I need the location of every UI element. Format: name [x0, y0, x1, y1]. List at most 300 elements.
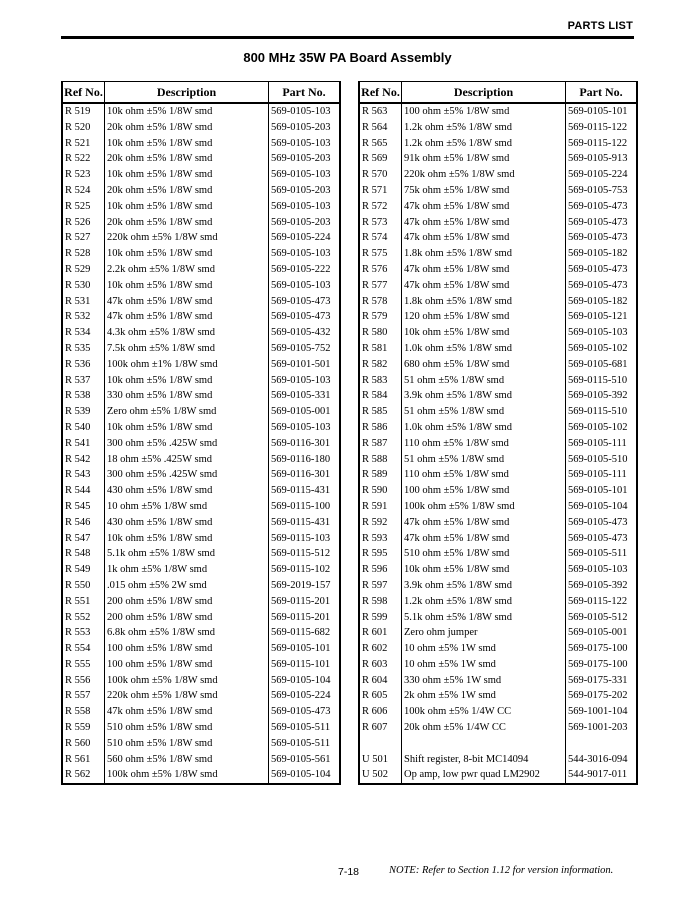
part-no-cell: 569-0105-104: [566, 499, 638, 515]
table-row: [359, 167, 637, 183]
description-cell: 100k ohm ±5% 1/8W smd: [105, 767, 269, 784]
header-rule: [61, 36, 634, 39]
description-cell: 6.8k ohm ±5% 1/8W smd: [105, 625, 269, 641]
part-no-cell: 569-0115-100: [269, 499, 341, 515]
description-cell: 1k ohm ±5% 1/8W smd: [105, 562, 269, 578]
part-no-cell: 569-0105-102: [566, 420, 638, 436]
description-cell: 20k ohm ±5% 1/4W CC: [402, 720, 566, 736]
table-row: [359, 594, 637, 610]
table-row: [359, 294, 637, 310]
description-cell: 47k ohm ±5% 1/8W smd: [402, 531, 566, 547]
description-cell: Zero ohm jumper: [402, 625, 566, 641]
ref-no-cell: R 597: [359, 578, 402, 594]
table-row: [359, 704, 637, 720]
ref-no-cell: R 573: [359, 215, 402, 231]
ref-no-cell: R 587: [359, 436, 402, 452]
table-row: [62, 262, 340, 278]
table-header-row: [359, 82, 637, 104]
description-cell: 100k ohm ±1% 1/8W smd: [105, 357, 269, 373]
ref-no-cell: R 555: [62, 657, 105, 673]
description-cell: 100 ohm ±5% 1/8W smd: [105, 657, 269, 673]
part-no-cell: 569-0115-510: [566, 404, 638, 420]
description-cell: 51 ohm ±5% 1/8W smd: [402, 373, 566, 389]
part-no-cell: 569-0105-913: [566, 151, 638, 167]
ref-no-cell: R 528: [62, 246, 105, 262]
part-no-cell: 569-0105-473: [566, 230, 638, 246]
description-cell: 10k ohm ±5% 1/8W smd: [402, 562, 566, 578]
table-row: [359, 720, 637, 736]
ref-no-cell: R 531: [62, 294, 105, 310]
description-cell: 10k ohm ±5% 1/8W smd: [105, 278, 269, 294]
part-no-cell: 569-0105-121: [566, 309, 638, 325]
part-no-cell: 569-0105-511: [566, 546, 638, 562]
description-cell: 4.3k ohm ±5% 1/8W smd: [105, 325, 269, 341]
table-row: [62, 610, 340, 626]
part-no-cell: 569-0105-182: [566, 246, 638, 262]
table-row: [62, 673, 340, 689]
part-no-cell: 569-0105-203: [269, 120, 341, 136]
description-cell: 3.9k ohm ±5% 1/8W smd: [402, 388, 566, 404]
ref-no-cell: R 537: [62, 373, 105, 389]
description-header: Description: [105, 82, 269, 104]
part-no-cell: 569-0105-561: [269, 752, 341, 768]
description-cell: 680 ohm ±5% 1/8W smd: [402, 357, 566, 373]
table-row: [62, 183, 340, 199]
part-no-cell: 569-0115-510: [566, 373, 638, 389]
part-no-cell: 569-0105-473: [566, 262, 638, 278]
table-row: [359, 309, 637, 325]
ref-no-cell: R 532: [62, 309, 105, 325]
ref-no-cell: R 558: [62, 704, 105, 720]
part-no-cell: 569-0115-201: [269, 594, 341, 610]
part-no-cell: 569-0105-103: [269, 136, 341, 152]
description-cell: 5.1k ohm ±5% 1/8W smd: [105, 546, 269, 562]
description-cell: 20k ohm ±5% 1/8W smd: [105, 151, 269, 167]
ref-no-cell: R 601: [359, 625, 402, 641]
table-row: [62, 531, 340, 547]
ref-no-cell: R 546: [62, 515, 105, 531]
ref-no-cell: R 571: [359, 183, 402, 199]
description-header: Description: [402, 82, 566, 104]
ref-no-cell: R 574: [359, 230, 402, 246]
description-cell: 7.5k ohm ±5% 1/8W smd: [105, 341, 269, 357]
ref-no-cell: R 523: [62, 167, 105, 183]
table-row: [62, 467, 340, 483]
ref-no-cell: R 525: [62, 199, 105, 215]
part-no-cell: 569-0115-431: [269, 483, 341, 499]
part-no-cell: 569-0105-102: [566, 341, 638, 357]
description-cell: 18 ohm ±5% .425W smd: [105, 452, 269, 468]
table-row: [62, 704, 340, 720]
table-row: [359, 610, 637, 626]
description-cell: 10 ohm ±5% 1W smd: [402, 657, 566, 673]
ref-no-cell: R 580: [359, 325, 402, 341]
description-cell: 1.2k ohm ±5% 1/8W smd: [402, 120, 566, 136]
description-cell: 10 ohm ±5% 1W smd: [402, 641, 566, 657]
description-cell: 100 ohm ±5% 1/8W smd: [402, 103, 566, 120]
table-row: [62, 720, 340, 736]
ref-no-cell: R 527: [62, 230, 105, 246]
part-no-cell: 569-0105-182: [566, 294, 638, 310]
description-cell: 10k ohm ±5% 1/8W smd: [105, 246, 269, 262]
ref-no-cell: R 585: [359, 404, 402, 420]
ref-no-cell: R 563: [359, 103, 402, 120]
part-no-cell: 544-9017-011: [566, 767, 638, 784]
ref-no-cell: R 606: [359, 704, 402, 720]
ref-no-cell: R 584: [359, 388, 402, 404]
part-no-cell: 569-0105-512: [566, 610, 638, 626]
table-row: [62, 515, 340, 531]
part-no-cell: 569-0105-392: [566, 388, 638, 404]
table-row: [359, 499, 637, 515]
table-row: [359, 483, 637, 499]
table-row: [359, 452, 637, 468]
table-row: [62, 357, 340, 373]
part-no-cell: 569-0105-101: [566, 483, 638, 499]
description-cell: 75k ohm ±5% 1/8W smd: [402, 183, 566, 199]
table-row: [62, 103, 340, 120]
ref-no-cell: R 595: [359, 546, 402, 562]
ref-no-cell: R 544: [62, 483, 105, 499]
table-row: [62, 388, 340, 404]
description-cell: 330 ohm ±5% 1/8W smd: [105, 388, 269, 404]
table-row: [359, 373, 637, 389]
part-no-cell: 569-0105-104: [269, 767, 341, 784]
ref-no-cell: R 561: [62, 752, 105, 768]
description-cell: 5.1k ohm ±5% 1/8W smd: [402, 610, 566, 626]
part-no-cell: 569-0115-103: [269, 531, 341, 547]
part-no-cell: 569-0115-122: [566, 136, 638, 152]
part-no-header: Part No.: [566, 82, 638, 104]
ref-no-cell: R 569: [359, 151, 402, 167]
table-row: [62, 562, 340, 578]
ref-no-cell: R 570: [359, 167, 402, 183]
ref-no-cell: R 554: [62, 641, 105, 657]
description-cell: 2.2k ohm ±5% 1/8W smd: [105, 262, 269, 278]
description-cell: 47k ohm ±5% 1/8W smd: [402, 215, 566, 231]
description-cell: 10k ohm ±5% 1/8W smd: [105, 373, 269, 389]
table-row: [359, 546, 637, 562]
table-row: [359, 103, 637, 120]
description-cell: 47k ohm ±5% 1/8W smd: [402, 515, 566, 531]
table-row: [62, 625, 340, 641]
table-row: [359, 151, 637, 167]
table-row: [359, 736, 637, 752]
description-cell: 510 ohm ±5% 1/8W smd: [105, 720, 269, 736]
ref-no-cell: R 572: [359, 199, 402, 215]
table-row: [62, 657, 340, 673]
description-cell: 10k ohm ±5% 1/8W smd: [105, 103, 269, 120]
ref-no-cell: R 590: [359, 483, 402, 499]
ref-no-cell: R 557: [62, 688, 105, 704]
table-row: [62, 294, 340, 310]
description-cell: 2k ohm ±5% 1W smd: [402, 688, 566, 704]
ref-no-cell: R 559: [62, 720, 105, 736]
part-no-cell: 569-0105-473: [269, 309, 341, 325]
description-cell: 10k ohm ±5% 1/8W smd: [105, 420, 269, 436]
part-no-cell: 569-0105-752: [269, 341, 341, 357]
table-row: [62, 230, 340, 246]
part-no-cell: 569-0115-122: [566, 120, 638, 136]
part-no-cell: 569-0105-103: [269, 199, 341, 215]
ref-no-cell: R 564: [359, 120, 402, 136]
ref-no-cell: R 522: [62, 151, 105, 167]
description-cell: 10k ohm ±5% 1/8W smd: [402, 325, 566, 341]
description-cell: 220k ohm ±5% 1/8W smd: [105, 688, 269, 704]
description-cell: 100 ohm ±5% 1/8W smd: [402, 483, 566, 499]
ref-no-cell: R 604: [359, 673, 402, 689]
description-cell: 47k ohm ±5% 1/8W smd: [105, 294, 269, 310]
part-no-cell: 569-0105-510: [566, 452, 638, 468]
ref-no-cell: R 548: [62, 546, 105, 562]
description-cell: 120 ohm ±5% 1/8W smd: [402, 309, 566, 325]
description-cell: Shift register, 8-bit MC14094: [402, 752, 566, 768]
description-cell: 100k ohm ±5% 1/8W smd: [402, 499, 566, 515]
part-no-cell: 569-0105-473: [566, 515, 638, 531]
part-no-cell: 569-0105-473: [269, 294, 341, 310]
part-no-cell: 569-0105-103: [269, 278, 341, 294]
ref-no-cell: R 553: [62, 625, 105, 641]
part-no-cell: 569-0105-511: [269, 720, 341, 736]
ref-no-cell: R 578: [359, 294, 402, 310]
table-row: [62, 246, 340, 262]
table-row: [62, 404, 340, 420]
ref-no-cell: U 501: [359, 752, 402, 768]
ref-no-cell: R 540: [62, 420, 105, 436]
part-no-cell: 569-0105-103: [269, 103, 341, 120]
table-row: [62, 578, 340, 594]
part-no-cell: 569-0105-104: [269, 673, 341, 689]
description-cell: 300 ohm ±5% .425W smd: [105, 467, 269, 483]
part-no-cell: 569-0105-473: [566, 531, 638, 547]
description-cell: 330 ohm ±5% 1W smd: [402, 673, 566, 689]
description-cell: 100 ohm ±5% 1/8W smd: [105, 641, 269, 657]
table-row: [359, 420, 637, 436]
ref-no-cell: R 586: [359, 420, 402, 436]
part-no-cell: 569-0105-103: [269, 246, 341, 262]
description-cell: 1.2k ohm ±5% 1/8W smd: [402, 136, 566, 152]
ref-no-header: Ref No.: [359, 82, 402, 104]
table-row: [359, 341, 637, 357]
ref-no-cell: R 583: [359, 373, 402, 389]
ref-no-cell: R 556: [62, 673, 105, 689]
description-cell: 220k ohm ±5% 1/8W smd: [105, 230, 269, 246]
part-no-cell: 569-0105-001: [269, 404, 341, 420]
description-cell: 1.8k ohm ±5% 1/8W smd: [402, 246, 566, 262]
part-no-cell: 569-0105-473: [269, 704, 341, 720]
description-cell: 430 ohm ±5% 1/8W smd: [105, 483, 269, 499]
table-row: [359, 357, 637, 373]
table-row: [359, 183, 637, 199]
table-row: [359, 767, 637, 784]
ref-no-cell: R 542: [62, 452, 105, 468]
ref-no-cell: R 579: [359, 309, 402, 325]
table-row: [62, 373, 340, 389]
parts-table-right: [358, 81, 638, 785]
part-no-header: Part No.: [269, 82, 341, 104]
part-no-cell: 544-3016-094: [566, 752, 638, 768]
table-row: [359, 531, 637, 547]
part-no-cell: 569-0175-202: [566, 688, 638, 704]
description-cell: 510 ohm ±5% 1/8W smd: [402, 546, 566, 562]
ref-no-cell: R 560: [62, 736, 105, 752]
description-cell: 1.0k ohm ±5% 1/8W smd: [402, 341, 566, 357]
description-cell: 10k ohm ±5% 1/8W smd: [105, 136, 269, 152]
part-no-cell: 569-0105-753: [566, 183, 638, 199]
part-no-cell: 569-0105-103: [566, 325, 638, 341]
description-cell: 47k ohm ±5% 1/8W smd: [402, 262, 566, 278]
ref-no-cell: R 520: [62, 120, 105, 136]
description-cell: 1.8k ohm ±5% 1/8W smd: [402, 294, 566, 310]
table-row: [62, 341, 340, 357]
description-cell: Op amp, low pwr quad LM2902: [402, 767, 566, 784]
table-row: [359, 467, 637, 483]
part-no-cell: 569-0105-103: [269, 373, 341, 389]
ref-no-cell: R 519: [62, 103, 105, 120]
description-cell: 47k ohm ±5% 1/8W smd: [402, 278, 566, 294]
part-no-cell: 569-1001-203: [566, 720, 638, 736]
ref-no-cell: R 589: [359, 467, 402, 483]
description-cell: 20k ohm ±5% 1/8W smd: [105, 215, 269, 231]
ref-no-cell: R 582: [359, 357, 402, 373]
part-no-cell: 569-0175-331: [566, 673, 638, 689]
table-row: [359, 325, 637, 341]
part-no-cell: 569-0105-203: [269, 151, 341, 167]
table-row: [62, 420, 340, 436]
part-no-cell: 569-1001-104: [566, 704, 638, 720]
table-row: [359, 262, 637, 278]
ref-no-cell: U 502: [359, 767, 402, 784]
ref-no-cell: R 565: [359, 136, 402, 152]
section-header: PARTS LIST: [567, 20, 633, 32]
ref-no-cell: R 562: [62, 767, 105, 784]
ref-no-cell: R 545: [62, 499, 105, 515]
table-row: [359, 688, 637, 704]
part-no-cell: 569-0105-331: [269, 388, 341, 404]
table-row: [359, 230, 637, 246]
part-no-cell: 569-0115-122: [566, 594, 638, 610]
table-row: [62, 215, 340, 231]
part-no-cell: 569-0116-180: [269, 452, 341, 468]
part-no-cell: 569-0105-473: [566, 278, 638, 294]
table-row: [359, 404, 637, 420]
table-row: [359, 515, 637, 531]
description-cell: [402, 736, 566, 752]
ref-no-cell: R 536: [62, 357, 105, 373]
part-no-cell: 569-0115-512: [269, 546, 341, 562]
ref-no-cell: R 543: [62, 467, 105, 483]
table-row: [62, 688, 340, 704]
ref-no-cell: R 539: [62, 404, 105, 420]
part-no-cell: 569-0105-224: [566, 167, 638, 183]
table-row: [359, 215, 637, 231]
table-row: [62, 325, 340, 341]
description-cell: 47k ohm ±5% 1/8W smd: [402, 199, 566, 215]
ref-no-cell: [359, 736, 402, 752]
part-no-cell: 569-0105-203: [269, 183, 341, 199]
description-cell: 20k ohm ±5% 1/8W smd: [105, 120, 269, 136]
part-no-cell: 569-0105-432: [269, 325, 341, 341]
part-no-cell: 569-0105-001: [566, 625, 638, 641]
ref-no-cell: R 551: [62, 594, 105, 610]
table-row: [62, 641, 340, 657]
description-cell: 100k ohm ±5% 1/4W CC: [402, 704, 566, 720]
ref-no-cell: R 596: [359, 562, 402, 578]
table-row: [62, 151, 340, 167]
description-cell: 110 ohm ±5% 1/8W smd: [402, 436, 566, 452]
part-no-cell: 569-0105-222: [269, 262, 341, 278]
ref-no-cell: R 547: [62, 531, 105, 547]
part-no-cell: 569-0105-511: [269, 736, 341, 752]
table-row: [359, 641, 637, 657]
ref-no-cell: R 526: [62, 215, 105, 231]
description-cell: 10k ohm ±5% 1/8W smd: [105, 531, 269, 547]
ref-no-header: Ref No.: [62, 82, 105, 104]
ref-no-cell: R 593: [359, 531, 402, 547]
ref-no-cell: R 592: [359, 515, 402, 531]
description-cell: 560 ohm ±5% 1/8W smd: [105, 752, 269, 768]
description-cell: 10k ohm ±5% 1/8W smd: [105, 199, 269, 215]
ref-no-cell: R 599: [359, 610, 402, 626]
part-no-cell: 569-0105-101: [566, 103, 638, 120]
description-cell: Zero ohm ±5% 1/8W smd: [105, 404, 269, 420]
part-no-cell: [566, 736, 638, 752]
part-no-cell: 569-2019-157: [269, 578, 341, 594]
part-no-cell: 569-0116-301: [269, 467, 341, 483]
table-row: [62, 594, 340, 610]
ref-no-cell: R 603: [359, 657, 402, 673]
ref-no-cell: R 577: [359, 278, 402, 294]
ref-no-cell: R 521: [62, 136, 105, 152]
part-no-cell: 569-0105-101: [269, 641, 341, 657]
description-cell: 91k ohm ±5% 1/8W smd: [402, 151, 566, 167]
part-no-cell: 569-0116-301: [269, 436, 341, 452]
table-row: [62, 278, 340, 294]
description-cell: 20k ohm ±5% 1/8W smd: [105, 183, 269, 199]
table-row: [62, 120, 340, 136]
ref-no-cell: R 591: [359, 499, 402, 515]
description-cell: 200 ohm ±5% 1/8W smd: [105, 594, 269, 610]
description-cell: 10k ohm ±5% 1/8W smd: [105, 167, 269, 183]
table-row: [62, 499, 340, 515]
ref-no-cell: R 552: [62, 610, 105, 626]
part-no-cell: 569-0115-102: [269, 562, 341, 578]
description-cell: 220k ohm ±5% 1/8W smd: [402, 167, 566, 183]
ref-no-cell: R 598: [359, 594, 402, 610]
part-no-cell: 569-0105-473: [566, 199, 638, 215]
ref-no-cell: R 576: [359, 262, 402, 278]
table-row: [62, 136, 340, 152]
description-cell: 47k ohm ±5% 1/8W smd: [402, 230, 566, 246]
table-row: [359, 136, 637, 152]
description-cell: 1.2k ohm ±5% 1/8W smd: [402, 594, 566, 610]
table-row: [359, 562, 637, 578]
table-row: [359, 752, 637, 768]
part-no-cell: 569-0105-111: [566, 436, 638, 452]
table-row: [62, 483, 340, 499]
page-title: 800 MHz 35W PA Board Assembly: [243, 50, 452, 65]
description-cell: 3.9k ohm ±5% 1/8W smd: [402, 578, 566, 594]
ref-no-cell: R 575: [359, 246, 402, 262]
part-no-cell: 569-0105-203: [269, 215, 341, 231]
table-row: [359, 199, 637, 215]
page-number: 7-18: [338, 866, 360, 878]
table-row: [62, 767, 340, 784]
ref-no-cell: R 581: [359, 341, 402, 357]
description-cell: 110 ohm ±5% 1/8W smd: [402, 467, 566, 483]
part-no-cell: 569-0175-100: [566, 657, 638, 673]
table-row: [62, 452, 340, 468]
